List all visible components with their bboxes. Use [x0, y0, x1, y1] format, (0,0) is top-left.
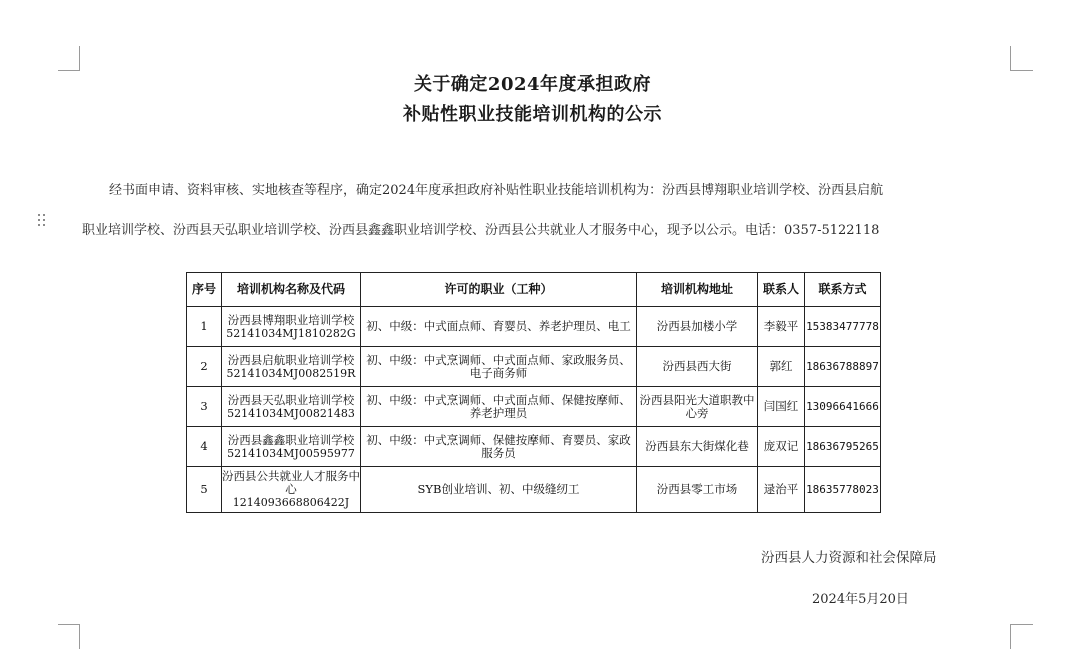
- institution-code: 52141034MJ0082519R: [226, 366, 356, 380]
- header-institution: 培训机构名称及代码: [222, 273, 361, 307]
- table-header-row: [187, 273, 881, 307]
- row-address: 汾西县东大街煤化巷: [637, 427, 758, 467]
- row-contact: 郭红: [758, 347, 805, 387]
- row-number: 1: [187, 307, 222, 347]
- row-number: 4: [187, 427, 222, 467]
- row-number: 3: [187, 387, 222, 427]
- row-phone: 18636788897: [805, 347, 881, 387]
- table-row: [187, 427, 881, 467]
- row-contact: 闫国红: [758, 387, 805, 427]
- header-number: 序号: [187, 273, 222, 307]
- drag-handle-icon[interactable]: [38, 214, 48, 230]
- institution-name: 汾西县鑫鑫职业培训学校: [227, 432, 355, 447]
- row-phone: 15383477778: [805, 307, 881, 347]
- table-row: [187, 467, 881, 513]
- row-institution: [222, 307, 361, 347]
- crop-mark-top-right: [1010, 46, 1033, 71]
- row-institution: [222, 427, 361, 467]
- institution-name: 汾西县博翔职业培训学校: [227, 312, 355, 327]
- row-phone: 18635778023: [805, 467, 881, 513]
- institution-code: 1214093668806422J: [232, 496, 350, 509]
- row-address: 汾西县加楼小学: [637, 307, 758, 347]
- row-address: 汾西县西大街: [637, 347, 758, 387]
- header-contact: 联系人: [758, 273, 805, 307]
- crop-mark-bottom-right: [1010, 624, 1033, 649]
- institution-name: 汾西县天弘职业培训学校: [227, 392, 355, 407]
- table-row: [187, 307, 881, 347]
- row-contact: 庞双记: [758, 427, 805, 467]
- institution-code: 52141034MJ1810282G: [226, 326, 356, 340]
- header-address: 培训机构地址: [637, 273, 758, 307]
- institution-name: 汾西县启航职业培训学校: [227, 352, 355, 367]
- row-institution: [222, 467, 361, 513]
- header-occupations: 许可的职业（工种）: [361, 273, 637, 307]
- institution-table: [186, 272, 881, 513]
- issuing-organization: 汾西县人力资源和社会保障局: [761, 550, 937, 566]
- row-address: 汾西县阳光大道职教中心旁: [637, 387, 758, 427]
- document-title-line2: 补贴性职业技能培训机构的公示: [403, 104, 662, 125]
- institution-name: 汾西县公共就业人才服务中心: [222, 469, 360, 496]
- table-row: [187, 347, 881, 387]
- document-title-line1: 关于确定2024年度承担政府: [413, 74, 652, 95]
- institution-code: 52141034MJ00595977: [227, 446, 355, 460]
- row-address: 汾西县零工市场: [637, 467, 758, 513]
- row-phone: 13096641666: [805, 387, 881, 427]
- row-institution: [222, 387, 361, 427]
- row-number: 2: [187, 347, 222, 387]
- crop-mark-bottom-left: [58, 624, 80, 649]
- table-row: [187, 387, 881, 427]
- row-institution: [222, 347, 361, 387]
- row-phone: 18636795265: [805, 427, 881, 467]
- row-occupations: 初、中级：中式面点师、育婴员、养老护理员、电工: [361, 307, 637, 347]
- body-paragraph-line1: 经书面申请、资料审核、实地核查等程序，确定2024年度承担政府补贴性职业技能培训机构为：汾西县博翔职业培训学校、汾西县启航: [109, 183, 884, 198]
- row-occupations: SYB创业培训、初、中级缝纫工: [361, 467, 637, 513]
- row-number: 5: [187, 467, 222, 513]
- row-occupations: 初、中级：中式烹调师、中式面点师、家政服务员、电子商务师: [361, 347, 637, 387]
- row-occupations: 初、中级：中式烹调师、中式面点师、保健按摩师、养老护理员: [361, 387, 637, 427]
- header-phone: 联系方式: [805, 273, 881, 307]
- row-contact: 逯治平: [758, 467, 805, 513]
- row-contact: 李毅平: [758, 307, 805, 347]
- row-occupations: 初、中级：中式烹调师、保健按摩师、育婴员、家政服务员: [361, 427, 637, 467]
- body-paragraph-line2: 职业培训学校、汾西县天弘职业培训学校、汾西县鑫鑫职业培训学校、汾西县公共就业人才服务中心，现予以公示。电话：0357-5122118: [82, 223, 880, 238]
- issue-date: 2024年5月20日: [812, 592, 909, 607]
- crop-mark-top-left: [58, 46, 80, 71]
- institution-code: 52141034MJ00821483: [227, 406, 355, 420]
